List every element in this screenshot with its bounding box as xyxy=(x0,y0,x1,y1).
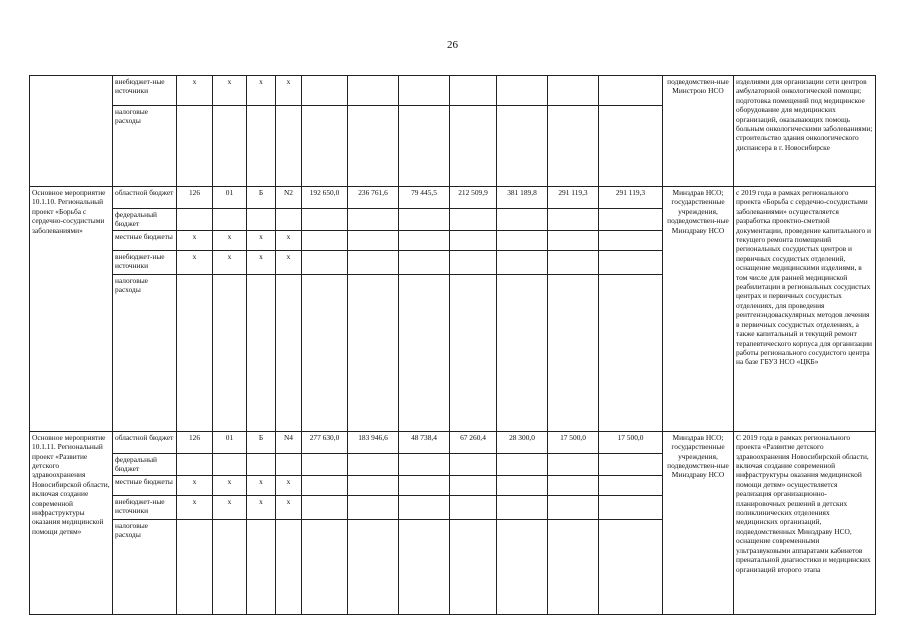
amount-cell xyxy=(399,274,450,431)
budget-code-cell xyxy=(247,209,276,231)
amount-cell xyxy=(599,106,663,187)
budget-code-cell: x xyxy=(276,76,302,106)
amount-cell xyxy=(348,475,399,495)
budget-code-cell: 126 xyxy=(177,431,213,453)
budget-code-cell xyxy=(213,519,247,614)
amount-cell xyxy=(599,230,663,250)
funding-source-cell: внебюджет-ные источники xyxy=(113,250,177,274)
budget-code-cell: x xyxy=(276,475,302,495)
table-row xyxy=(30,431,876,453)
budget-code-cell xyxy=(213,209,247,231)
activity-name-cell xyxy=(30,76,113,187)
amount-cell: 28 300,0 xyxy=(497,431,548,453)
amount-cell xyxy=(497,519,548,614)
funding-source-cell: внебюджет-ные источники xyxy=(113,495,177,519)
responsible-cell: подведомствен-ные Минстрою НСО xyxy=(663,76,734,187)
amount-cell: 277 630,0 xyxy=(302,431,348,453)
amount-cell xyxy=(548,475,599,495)
budget-code-cell xyxy=(247,106,276,187)
amount-cell xyxy=(450,76,497,106)
budget-code-cell: N4 xyxy=(276,431,302,453)
amount-cell xyxy=(399,76,450,106)
amount-cell xyxy=(450,475,497,495)
amount-cell: 48 738,4 xyxy=(399,431,450,453)
funding-source-cell: местные бюджеты xyxy=(113,475,177,495)
amount-cell xyxy=(497,209,548,231)
budget-code-cell: Б xyxy=(247,431,276,453)
amount-cell xyxy=(548,453,599,475)
amount-cell xyxy=(302,274,348,431)
budget-code-cell: x xyxy=(276,230,302,250)
amount-cell xyxy=(497,106,548,187)
amount-cell xyxy=(497,76,548,106)
amount-cell xyxy=(348,274,399,431)
amount-cell: 212 509,9 xyxy=(450,187,497,209)
description-cell: С 2019 года в рамках регионального проекта «Развитие детского здравоохранения Новосибирской области, включая создание современной инфраструктуры оказания медицинской помощи детям» осуществляется реализация организационно-планировочных решений в детских поликлинических отделениях медицинских организаций, подведомственных Минздраву НСО, оснащение современными ультразвуковыми аппаратами кабинетов пренатальной диагностики и медицинских организаций второго этапа xyxy=(734,431,876,614)
amount-cell: 291 119,3 xyxy=(599,187,663,209)
table-row xyxy=(30,76,876,106)
amount-cell xyxy=(348,250,399,274)
amount-cell xyxy=(497,453,548,475)
amount-cell xyxy=(548,106,599,187)
amount-cell xyxy=(302,209,348,231)
amount-cell: 17 500,0 xyxy=(548,431,599,453)
budget-code-cell: x xyxy=(177,76,213,106)
amount-cell xyxy=(399,475,450,495)
amount-cell xyxy=(548,519,599,614)
amount-cell xyxy=(497,495,548,519)
amount-cell xyxy=(302,230,348,250)
amount-cell xyxy=(450,453,497,475)
amount-cell xyxy=(599,475,663,495)
budget-code-cell: x xyxy=(247,76,276,106)
amount-cell xyxy=(302,453,348,475)
amount-cell xyxy=(399,106,450,187)
funding-source-cell: местные бюджеты xyxy=(113,230,177,250)
amount-cell: 192 650,0 xyxy=(302,187,348,209)
amount-cell xyxy=(450,106,497,187)
amount-cell xyxy=(399,209,450,231)
amount-cell xyxy=(399,250,450,274)
activity-name-cell: Основное мероприятие 10.1.10. Региональный проект «Борьба с сердечно-сосудистыми заболеваниями» xyxy=(30,187,113,432)
amount-cell xyxy=(399,453,450,475)
budget-code-cell xyxy=(213,106,247,187)
table-body xyxy=(30,76,876,615)
amount-cell xyxy=(548,76,599,106)
budget-code-cell xyxy=(177,106,213,187)
responsible-cell: Минздрав НСО; государственные учреждения, подведомствен-ные Минздраву НСО xyxy=(663,431,734,614)
amount-cell xyxy=(302,475,348,495)
amount-cell xyxy=(497,274,548,431)
budget-code-cell: x xyxy=(213,495,247,519)
amount-cell xyxy=(599,495,663,519)
budget-code-cell xyxy=(213,274,247,431)
funding-source-cell: налоговые расходы xyxy=(113,519,177,614)
budget-code-cell xyxy=(276,519,302,614)
budget-code-cell xyxy=(177,274,213,431)
page-number: 26 xyxy=(447,39,458,51)
amount-cell: 236 761,6 xyxy=(348,187,399,209)
amount-cell: 79 445,5 xyxy=(399,187,450,209)
amount-cell: 17 500,0 xyxy=(599,431,663,453)
amount-cell xyxy=(302,76,348,106)
amount-cell xyxy=(348,230,399,250)
amount-cell xyxy=(599,453,663,475)
amount-cell xyxy=(548,209,599,231)
amount-cell xyxy=(599,519,663,614)
funding-source-cell: областной бюджет xyxy=(113,431,177,453)
budget-code-cell xyxy=(276,274,302,431)
amount-cell xyxy=(548,495,599,519)
budget-code-cell: x xyxy=(247,230,276,250)
amount-cell xyxy=(599,76,663,106)
amount-cell xyxy=(348,453,399,475)
budget-code-cell: x xyxy=(213,475,247,495)
funding-source-cell: налоговые расходы xyxy=(113,274,177,431)
budget-code-cell: x xyxy=(276,250,302,274)
funding-source-cell: налоговые расходы xyxy=(113,106,177,187)
amount-cell xyxy=(302,106,348,187)
description-cell: изделиями для организации сети центров амбулаторной онкологической помощи; подготовка помещений под медицинское оборудование для медицинских организаций, оказывающих помощь больным онкологическими заболеваниями; строительство здания онкологического диспансера в г. Новосибирске xyxy=(734,76,876,187)
responsible-cell: Минздрав НСО; государственные учреждения, подведомствен-ные Минздраву НСО xyxy=(663,187,734,432)
amount-cell xyxy=(399,519,450,614)
amount-cell xyxy=(450,495,497,519)
amount-cell xyxy=(450,250,497,274)
budget-code-cell: x xyxy=(276,495,302,519)
amount-cell xyxy=(348,106,399,187)
amount-cell xyxy=(348,519,399,614)
amount-cell xyxy=(348,209,399,231)
amount-cell xyxy=(497,475,548,495)
activity-name-cell: Основное мероприятие 10.1.11. Региональный проект «Развитие детского здравоохранения Новосибирской области, включая создание современной инфраструктуры оказания медицинской помощи детям» xyxy=(30,431,113,614)
budget-code-cell: x xyxy=(247,495,276,519)
amount-cell xyxy=(302,495,348,519)
amount-cell xyxy=(548,250,599,274)
budget-code-cell: N2 xyxy=(276,187,302,209)
amount-cell xyxy=(450,209,497,231)
table-row xyxy=(30,187,876,209)
amount-cell xyxy=(399,230,450,250)
budget-code-cell: x xyxy=(247,250,276,274)
amount-cell xyxy=(599,209,663,231)
budget-code-cell: Б xyxy=(247,187,276,209)
amount-cell xyxy=(548,274,599,431)
amount-cell xyxy=(399,495,450,519)
budget-code-cell: x xyxy=(213,76,247,106)
budget-code-cell xyxy=(247,519,276,614)
funding-source-cell: внебюджет-ные источники xyxy=(113,76,177,106)
budget-code-cell: 01 xyxy=(213,431,247,453)
description-cell: с 2019 года в рамках регионального проекта «Борьба с сердечно-сосудистыми заболеваниями» осуществляется разработка проектно-сметной документации, проведение капитального и текущего ремонта помещений региональных сосудистых центров и первичных сосудистых отделений, оснащение медицинскими изделиями, в том числе для ранней медицинской реабилитации в региональных сосудистых центрах и первичных сосудистых отделениях, для проведения рентгенэндоваскулярных методов лечения в первичных сосудистых отделениях, а также капитальный и текущий ремонт терапевтического корпуса для организации работы регионального сосудистого центра на базе ГБУЗ НСО «ЦКБ» xyxy=(734,187,876,432)
funding-source-cell: федеральный бюджет xyxy=(113,209,177,231)
budget-code-cell xyxy=(177,519,213,614)
amount-cell xyxy=(497,230,548,250)
amount-cell xyxy=(599,274,663,431)
amount-cell xyxy=(450,274,497,431)
budget-code-cell: x xyxy=(177,495,213,519)
amount-cell xyxy=(450,519,497,614)
amount-cell xyxy=(302,519,348,614)
amount-cell xyxy=(497,250,548,274)
budget-code-cell xyxy=(213,453,247,475)
budget-code-cell: 126 xyxy=(177,187,213,209)
amount-cell xyxy=(348,495,399,519)
budget-code-cell: x xyxy=(213,250,247,274)
budget-code-cell xyxy=(177,209,213,231)
budget-code-cell xyxy=(247,453,276,475)
budget-code-cell: x xyxy=(177,250,213,274)
budget-code-cell xyxy=(177,453,213,475)
budget-code-cell xyxy=(276,106,302,187)
amount-cell: 183 946,6 xyxy=(348,431,399,453)
amount-cell xyxy=(548,230,599,250)
amount-cell xyxy=(599,250,663,274)
amount-cell: 381 189,8 xyxy=(497,187,548,209)
amount-cell xyxy=(302,250,348,274)
budget-code-cell xyxy=(247,274,276,431)
amount-cell xyxy=(348,76,399,106)
funding-source-cell: федеральный бюджет xyxy=(113,453,177,475)
amount-cell xyxy=(450,230,497,250)
budget-code-cell: x xyxy=(177,230,213,250)
budget-code-cell xyxy=(276,209,302,231)
funding-source-cell: областной бюджет xyxy=(113,187,177,209)
amount-cell: 67 260,4 xyxy=(450,431,497,453)
budget-table xyxy=(29,75,876,615)
budget-code-cell xyxy=(276,453,302,475)
budget-code-cell: 01 xyxy=(213,187,247,209)
budget-code-cell: x xyxy=(247,475,276,495)
amount-cell: 291 119,3 xyxy=(548,187,599,209)
budget-code-cell: x xyxy=(213,230,247,250)
budget-code-cell: x xyxy=(177,475,213,495)
